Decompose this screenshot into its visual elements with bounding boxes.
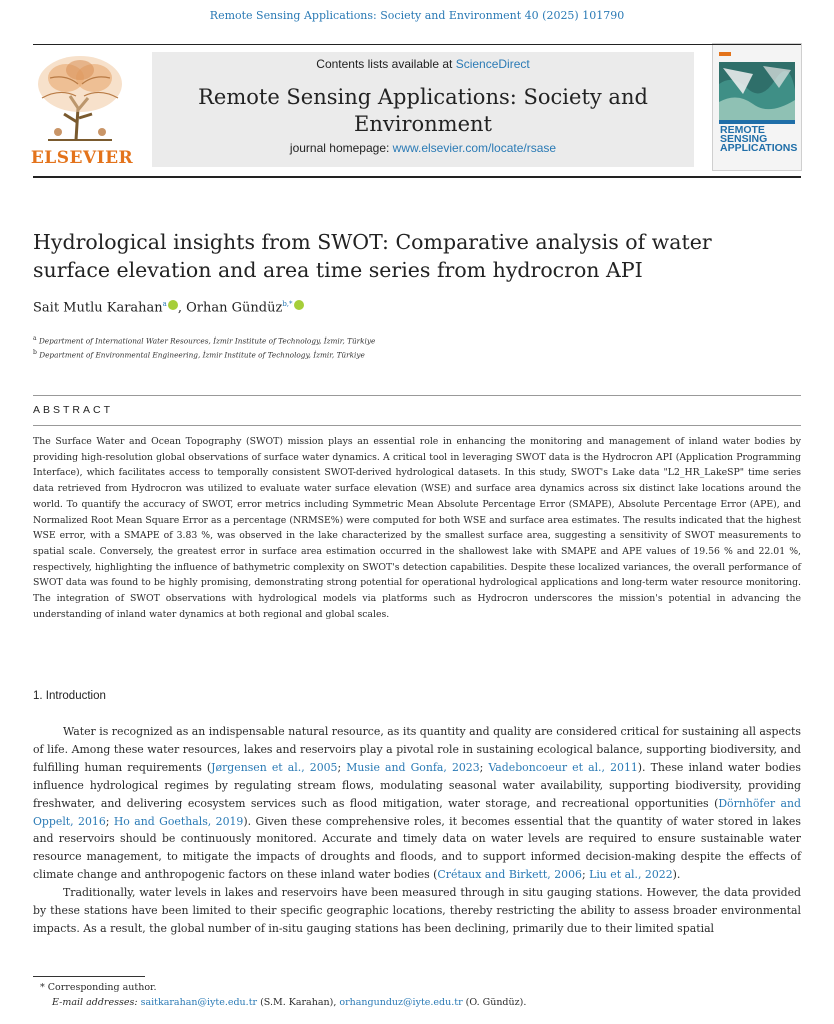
orcid-icon[interactable] — [168, 300, 178, 310]
publisher-logo-text: ELSEVIER — [30, 148, 134, 168]
email-link[interactable]: saitkarahan@iyte.edu.tr — [140, 997, 258, 1008]
affiliation-b: $^b$ Department of Environmental Engineering, İzmir Institute of Technology, İzmir, Türkiye — [33, 349, 365, 360]
section-heading-introduction: 1. Introduction — [33, 690, 106, 702]
citation-link[interactable]: Musie and Gonfa, 2023 — [346, 760, 480, 774]
corresponding-author-note: * Corresponding author. — [40, 982, 157, 993]
author-name[interactable]: Sait Mutlu Karahan — [33, 300, 163, 316]
citation-link[interactable]: Dörnhöfer and Oppelt, 2016 — [33, 796, 801, 828]
abstract-rule-top — [33, 395, 801, 396]
intro-body — [33, 723, 801, 938]
email-link[interactable]: orhangunduz@iyte.edu.tr — [339, 997, 463, 1008]
journal-name: Remote Sensing Applications: Society and Environment — [198, 85, 648, 136]
article-title: Hydrological insights from SWOT: Comparative analysis of water surface elevation and area time series from hydrocron API — [33, 230, 712, 282]
email-line: E-mail addresses: saitkarahan@iyte.edu.tr (S.M. Karahan), orhangunduz@iyte.edu.tr (O. Gündüz). — [52, 997, 527, 1008]
citation-link[interactable]: Crétaux and Birkett, 2006 — [437, 868, 582, 882]
header-rule-bottom — [33, 176, 801, 178]
abstract-text: The Surface Water and Ocean Topography (SWOT) mission plays an essential role in enhancing the monitoring and management of inland water bodies by providing high-resolution global observations of surface water dynamics. A critical tool in leveraging SWOT data is the Hydrocron API (Application Programming Interface), which facilitates access to temporally consistent SWOT-derived hydrological datasets. In this study, SWOT's Lake data "L2_HR_LakeSP" time series data retrieved from Hydrocron was utilized to evaluate water surface elevation (WSE) and surface area dynamics across six distinct lake locations around the world. To quantify the accuracy of SWOT, error metrics including Symmetric Mean Absolute Percentage Error (SMAPE), Absolute Percentage Error (APE), and Normalized Root Mean Square Error as a percentage (NRMSE%) were computed for both WSE and surface area estimates. The results indicated that the highest WSE error, with a SMAPE of 3.83 %, was observed in the lake characterized by the smallest surface area, suggesting a sensitivity of SWOT measurements to spatial scale. Conversely, the greatest error in surface area estimation occurred in the shallowest lake with SMAPE and APE values of 19.56 % and 22.01 %, respectively, highlighting the influence of bathymetric complexity on SWOT's detection capabilities. Despite these localized variances, the overall performance of SWOT data was found to be highly promising, demonstrating strong potential for operational hydrological applications and long-term water resource monitoring. The integration of SWOT observations with hydrological models via platforms such as Hydrocron underscores the mission's potential in advancing the understanding of inland water dynamics at both regional and global scales. — [33, 436, 801, 620]
abstract-heading: ABSTRACT — [33, 404, 114, 416]
author-affil-sup[interactable]: b,* — [282, 300, 293, 308]
intro-paragraph-2: Traditionally, water levels in lakes and reservoirs have been measured through in situ gauging stations. However, the data provided by these stations have been limited to their specific geographic locations, thereby restricting the ability to assess broader environmental impacts. As a result, the global number of in-situ gauging stations has been declining, primarily due to their limited spatial — [33, 886, 801, 935]
journal-homepage-link[interactable]: www.elsevier.com/locate/rsase — [392, 141, 557, 155]
author-affil-sup[interactable]: a — [162, 300, 167, 308]
paragraph-text: ; — [105, 814, 114, 828]
author-list — [33, 300, 304, 315]
paragraph-text: ; — [581, 868, 590, 882]
running-head[interactable]: Remote Sensing Applications: Society and Environment 40 (2025) 101790 — [209, 9, 625, 22]
paragraph-text: Water is recognized as an indispensable natural resource, as its quantity and quality are considered critical for sustaining all aspects of life. Among these water resources, lakes and reservoirs play a pivotal role in sustaining ecological balance, supporting biodiversity, and fulfilling human requirements ( — [33, 725, 801, 774]
author-name[interactable]: Orhan Gündüz — [186, 300, 283, 316]
paragraph-text: ; — [337, 760, 347, 774]
author-separator: , — [177, 300, 187, 316]
footnote-rule — [33, 976, 145, 977]
tree-icon — [30, 48, 130, 148]
contents-line: Contents lists available at ScienceDirect — [316, 57, 530, 71]
cover-title: REMOTE SENSING APPLICATIONS — [720, 124, 798, 154]
abstract-rule — [33, 425, 801, 426]
paragraph-text: ; — [479, 760, 489, 774]
homepage-line: journal homepage: www.elsevier.com/locate/rsase — [289, 141, 557, 155]
paragraph-text: ). — [672, 868, 681, 882]
orcid-icon[interactable] — [294, 300, 304, 310]
citation-link[interactable]: Liu et al., 2022 — [589, 868, 673, 882]
sciencedirect-link[interactable]: ScienceDirect — [455, 57, 530, 71]
citation-link[interactable]: Ho and Goethals, 2019 — [113, 814, 244, 828]
citation-link[interactable]: Vadeboncoeur et al., 2011 — [488, 760, 638, 774]
paragraph-text: ). These inland water bodies influence hydrological regimes by regulating stream flows, modulating seasonal water availability, supporting biodiversity, providing freshwater, and delivering ecosystem services such as flood mitigation, water storage, and recreational opportunities ( — [33, 760, 801, 810]
header-rule-top — [33, 44, 801, 45]
citation-link[interactable]: Jørgensen et al., 2005 — [211, 760, 338, 774]
paragraph-text: ). Given these comprehensive roles, it becomes essential that the quantity of water stored in lakes and reservoirs should be continuously monitored. Accurate and timely data on water levels are required to ensure sustainable water resource management, to mitigate the impacts of droughts and floods, and to support informed decision-making despite the effects of climate change and anthropogenic factors on these inland water bodies ( — [33, 814, 801, 882]
affiliation-a: $^a$ Department of International Water Resources, İzmir Institute of Technology, İzmir, Türkiye — [33, 335, 376, 346]
intro-paragraph-1 — [33, 723, 801, 884]
